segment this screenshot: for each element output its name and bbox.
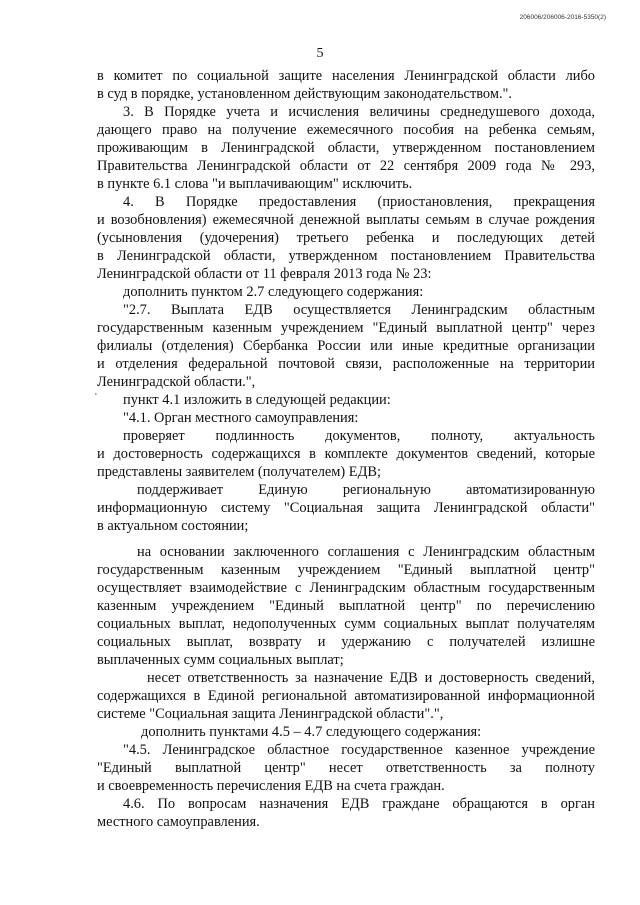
text-line: в суд в порядке, установленном действующим законодательством.". xyxy=(97,86,513,102)
text-line: Ленинградской области.", xyxy=(97,374,256,390)
text-line: в комитет по социальной защите населения Ленинградской области либо xyxy=(97,68,595,84)
page-number: 5 xyxy=(316,46,324,61)
text-line: 4.6. По вопросам назначения ЕДВ граждане обращаются в орган xyxy=(123,796,595,812)
text-line: в актуальном состоянии; xyxy=(97,518,249,534)
text-line: осуществляет взаимодействие с Ленинградским областным государственным xyxy=(97,580,595,596)
text-line: представлены заявителем (получателем) ЕДВ; xyxy=(97,464,382,480)
text-line: казенным учреждением "Единый выплатной центр" по перечислению xyxy=(97,598,595,614)
text-line: социальных выплат, недополученных сумм социальных выплат получателям xyxy=(97,616,595,632)
text-line: дающего право на получение ежемесячного пособия на ребенка семьям, xyxy=(97,122,595,138)
text-line: "2.7. Выплата ЕДВ осуществляется Ленинградским областным xyxy=(123,302,595,318)
text-line: государственным казенным учреждением "Единый выплатной центр" xyxy=(97,562,595,578)
text-line: в пункте 6.1 слова "и выплачивающим" исключить. xyxy=(97,176,413,192)
text-line: филиалы (отделения) Сбербанка России или иные кредитные организации xyxy=(97,338,595,354)
text-line: выплаченных сумм социальных выплат; xyxy=(97,652,344,668)
document-body xyxy=(97,67,595,831)
text-line: на основании заключенного соглашения с Ленинградским областным xyxy=(137,544,595,560)
text-line: "4.1. Орган местного самоуправления: xyxy=(123,410,359,426)
text-line: и отделения федеральной почтовой связи, расположенные на территории xyxy=(97,356,595,372)
text-line: 4. В Порядке предоставления (приостановления, прекращения xyxy=(123,194,595,210)
text-line: и своевременность перечисления ЕДВ на счета граждан. xyxy=(97,778,445,794)
text-line: дополнить пунктами 4.5 – 4.7 следующего содержания: xyxy=(141,724,482,740)
text-line: информационную систему "Социальная защита Ленинградской области" xyxy=(97,500,595,516)
text-line: дополнить пунктом 2.7 следующего содержания: xyxy=(123,284,424,300)
text-line: и возобновления) ежемесячной денежной выплаты семьям в случае рождения xyxy=(97,212,595,228)
text-line: проживающим в Ленинградской области, утвержденном постановлением xyxy=(97,140,595,156)
text-line: несет ответственность за назначение ЕДВ и достоверность сведений, xyxy=(147,670,595,686)
text-line: 3. В Порядке учета и исчисления величины среднедушевого дохода, xyxy=(123,104,595,120)
text-line: "Единый выплатной центр" несет ответственность за полноту xyxy=(97,760,595,776)
text-line: "4.5. Ленинградское областное государственное казенное учреждение xyxy=(123,742,595,758)
text-line: системе "Социальная защита Ленинградской области".", xyxy=(97,706,444,722)
text-line: проверяет подлинность документов, полноту, актуальность xyxy=(123,428,595,444)
text-line: социальных выплат, возврату и удержанию с получателей излишне xyxy=(97,634,595,650)
text-line: и достоверность содержащихся в комплекте документов сведений, которые xyxy=(97,446,595,462)
text-line: местного самоуправления. xyxy=(97,814,260,830)
margin-mark: ' xyxy=(95,392,97,403)
text-line: (усыновления (удочерения) третьего ребенка и последующих детей xyxy=(97,230,595,246)
text-line: государственным казенным учреждением "Единый выплатной центр" через xyxy=(97,320,595,336)
text-line: Правительства Ленинградской области от 22 сентября 2009 года № 293, xyxy=(97,158,595,174)
text-line: поддерживает Единую региональную автоматизированную xyxy=(137,482,595,498)
text-line: пункт 4.1 изложить в следующей редакции: xyxy=(123,392,391,408)
paragraph-gap xyxy=(97,535,595,543)
text-line: Ленинградской области от 11 февраля 2013 года № 23: xyxy=(97,266,432,282)
text-line: в Ленинградской области, утвержденном постановлением Правительства xyxy=(97,248,595,264)
document-id: 206006/206006-2016-5350(2) xyxy=(519,14,606,21)
text-line: содержащихся в Единой региональной автоматизированной информационной xyxy=(97,688,595,704)
